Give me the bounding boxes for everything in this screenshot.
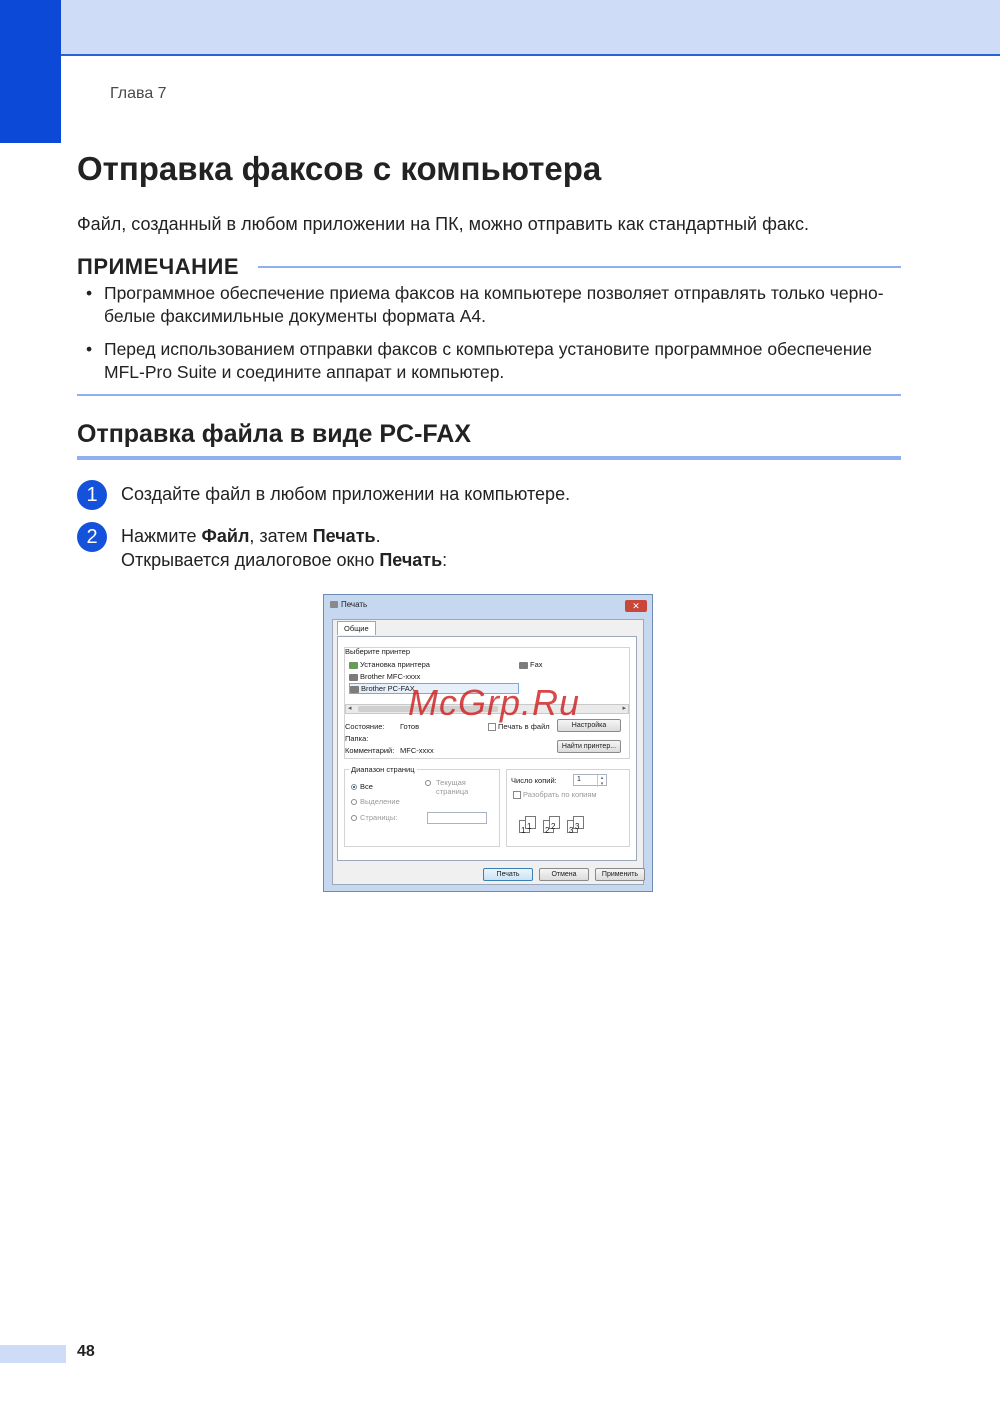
apply-button[interactable]: Применить — [595, 868, 645, 881]
step-text-part: : — [442, 550, 448, 570]
radio-icon — [351, 784, 357, 790]
comment-value: MFC-xxxx — [400, 746, 434, 755]
menu-name-print: Печать — [312, 526, 376, 546]
checkbox-icon — [488, 723, 496, 731]
collate-page-icon: 3 — [573, 816, 584, 829]
stepper-icon[interactable]: ▴ ▾ — [597, 775, 606, 787]
status-value: Готов — [400, 722, 420, 731]
range-selection-radio[interactable]: Выделение — [351, 797, 400, 806]
menu-name-file: Файл — [201, 526, 250, 546]
cancel-button[interactable]: Отмена — [539, 868, 589, 881]
note-list — [86, 282, 906, 394]
step-text-part: Нажмите — [121, 526, 202, 546]
tab-panel — [337, 636, 637, 861]
scroll-right-icon[interactable]: ▸ — [622, 705, 626, 712]
print-dialog — [323, 594, 653, 892]
printer-mfc[interactable]: Brother MFC-xxxx — [349, 672, 420, 681]
radio-icon — [425, 780, 431, 786]
page-number: 48 — [77, 1343, 95, 1360]
step-text: Создайте файл в любом приложении на компьютере. — [121, 484, 571, 504]
header-band — [0, 0, 1000, 55]
step-number-badge: 2 — [77, 522, 107, 552]
page-number-band — [0, 1345, 66, 1363]
page-range-group — [344, 765, 500, 847]
step-number-badge: 1 — [77, 480, 107, 510]
settings-button[interactable]: Настройка — [557, 719, 621, 732]
checkbox-icon — [513, 791, 521, 799]
chapter-label: Глава 7 — [110, 85, 167, 102]
printer-icon — [349, 674, 358, 681]
watermark: McGrp.Ru — [408, 682, 581, 723]
print-to-file-checkbox[interactable]: Печать в файл — [488, 722, 550, 731]
collate-page-icon: 1 — [519, 820, 530, 833]
collate-checkbox[interactable]: Разобрать по копиям — [513, 790, 597, 799]
close-icon[interactable]: ✕ — [625, 600, 647, 612]
comment-label: Комментарий: — [345, 746, 395, 755]
chapter-tab-marker — [0, 0, 61, 143]
step-text-part: , затем — [249, 526, 313, 546]
radio-icon — [351, 815, 357, 821]
add-printer-icon — [349, 662, 358, 669]
range-pages-radio[interactable]: Страницы: — [351, 813, 397, 822]
select-printer-label: Выберите принтер — [345, 647, 410, 656]
dialog-name-print: Печать — [379, 550, 443, 570]
step-text — [121, 524, 881, 572]
folder-label: Папка: — [345, 734, 369, 743]
collate-page-icon: 3 — [567, 820, 578, 833]
copies-input[interactable]: 1 ▴ ▾ — [573, 774, 607, 786]
printer-add[interactable]: Установка принтера — [349, 660, 430, 669]
fax-icon — [519, 662, 528, 669]
printer-fax[interactable]: Fax — [519, 660, 543, 669]
step-text-part: Открывается диалоговое окно — [121, 550, 380, 570]
range-all-radio[interactable]: Все — [351, 782, 373, 791]
collate-page-icon: 2 — [543, 820, 554, 833]
printer-icon — [350, 686, 359, 693]
header-line — [60, 54, 1000, 56]
dialog-title: Печать — [330, 600, 367, 609]
section-title: Отправка файла в виде PC-FAX — [77, 420, 472, 448]
scroll-left-icon[interactable]: ◂ — [348, 705, 352, 712]
tab-general[interactable]: Общие — [337, 621, 376, 635]
note-item: • Перед использованием отправки факсов с компьютера установите программное обеспечение MFL-Pro Suite и соедините аппарат и компьютер. — [86, 338, 906, 384]
find-printer-button[interactable]: Найти принтер... — [557, 740, 621, 753]
copies-label: Число копий: — [511, 776, 557, 785]
note-rule — [258, 266, 901, 268]
section-rule — [77, 456, 901, 460]
note-item: • Программное обеспечение приема факсов на компьютере позволяет отправлять только черно-белые факсимильные документы формата А4. — [86, 282, 906, 328]
printer-icon — [330, 601, 338, 608]
printer-pc-fax[interactable]: Brother PC-FAX — [349, 683, 519, 694]
pages-input[interactable] — [427, 812, 487, 824]
range-current-radio[interactable]: Текущая страница — [425, 778, 468, 796]
radio-icon — [351, 799, 357, 805]
status-label: Состояние: — [345, 722, 385, 731]
page-range-label: Диапазон страниц — [351, 765, 415, 774]
copies-group — [506, 769, 630, 847]
note-end-rule — [77, 394, 901, 396]
step-text-part: . — [375, 526, 381, 546]
note-heading: ПРИМЕЧАНИЕ — [77, 254, 240, 279]
dialog-body — [332, 619, 644, 885]
page-title: Отправка факсов с компьютера — [77, 150, 602, 187]
collate-page-icon: 1 — [525, 816, 536, 829]
print-button[interactable]: Печать — [483, 868, 533, 881]
collate-page-icon: 2 — [549, 816, 560, 829]
intro-text: Файл, созданный в любом приложении на ПК, можно отправить как стандартный факс. — [77, 214, 809, 234]
